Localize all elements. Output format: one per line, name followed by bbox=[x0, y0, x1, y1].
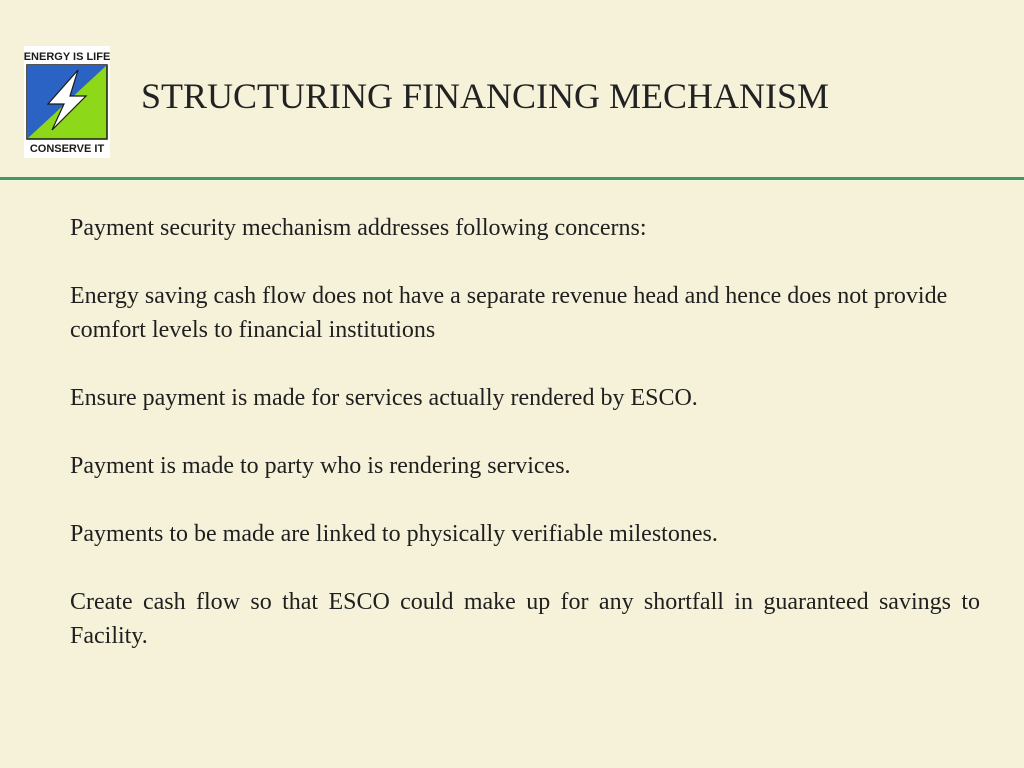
paragraph-milestones: Payments to be made are linked to physically verifiable milestones. bbox=[70, 521, 718, 547]
lightning-bolt-icon bbox=[24, 46, 110, 158]
paragraph-ensure-payment: Ensure payment is made for services actually rendered by ESCO. bbox=[70, 385, 698, 411]
title-divider bbox=[0, 177, 1024, 180]
paragraph-intro: Payment security mechanism addresses following concerns: bbox=[70, 215, 647, 241]
paragraph-cash-flow: Energy saving cash flow does not have a separate revenue head and hence does not provide comfort levels to financial institutions bbox=[70, 283, 948, 343]
slide-body bbox=[70, 211, 980, 687]
page-title: STRUCTURING FINANCING MECHANISM bbox=[141, 76, 830, 116]
logo-bottom-text: CONSERVE IT bbox=[29, 143, 105, 155]
paragraph-payment-party: Payment is made to party who is rendering services. bbox=[70, 453, 571, 479]
energy-logo bbox=[24, 46, 110, 158]
paragraph-shortfall: Create cash flow so that ESCO could make up for any shortfall in guaranteed savings to Facility. bbox=[70, 589, 980, 649]
logo-top-text: ENERGY IS LIFE bbox=[24, 51, 110, 63]
